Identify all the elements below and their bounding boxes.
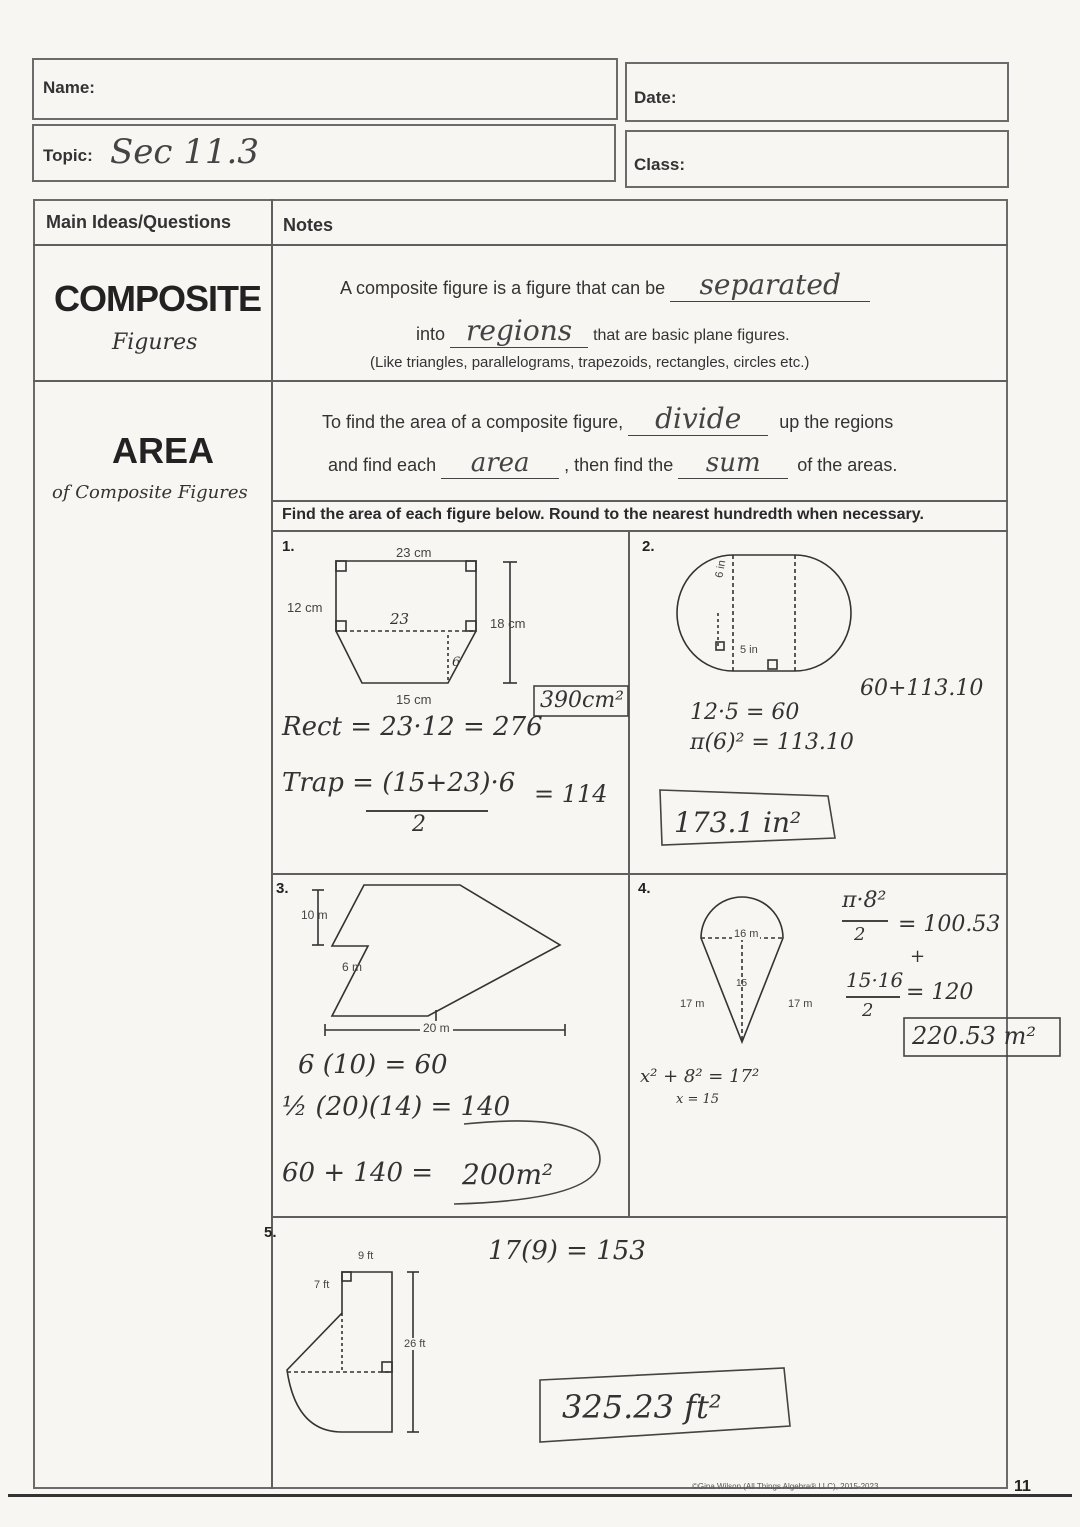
class-label: Class:	[634, 155, 686, 174]
p4-work-base: 15·16	[846, 968, 904, 992]
problem-2-number: 2.	[642, 538, 655, 555]
p1-answer: 390cm²	[540, 688, 624, 713]
footer-rule	[8, 1494, 1072, 1497]
p1-mark-6: 6	[452, 655, 461, 670]
p4-work-pi: π·8²	[842, 888, 887, 913]
p4-dim-16m: 16 m	[734, 928, 759, 940]
area-text-5: of the areas.	[797, 455, 898, 475]
composite-examples: (Like triangles, parallelograms, trapezoids, rectangles, circles etc.)	[370, 354, 810, 371]
area-text-4: , then find the	[564, 455, 674, 475]
p4-work-x: x = 15	[676, 1092, 720, 1107]
copyright: ©Gina Wilson (All Things Algebra® LLC), 2015-2023	[692, 1482, 879, 1491]
figure-4	[701, 897, 783, 1042]
p2-work-2: π(6)² = 113.10	[690, 730, 854, 755]
p3-dim-10m: 10 m	[301, 908, 328, 922]
p5-dim-7ft: 7 ft	[314, 1279, 330, 1291]
composite-sentence-a: A composite figure is a figure that can be	[340, 278, 666, 298]
p1-work-trap-bar	[366, 810, 488, 812]
blank-regions: regions	[450, 314, 588, 348]
p4-work-eq-1: = 100.53	[898, 912, 1001, 937]
p2-answer: 173.1 in²	[674, 806, 802, 839]
blank-divide: divide	[628, 402, 768, 436]
p1-work-trap-denominator: 2	[412, 812, 426, 837]
p1-dim-top: 23 cm	[396, 545, 432, 560]
column-header-right: Notes	[283, 215, 334, 235]
name-label: Name:	[43, 78, 95, 97]
p3-work-2: ½ (20)(14) = 140	[282, 1092, 511, 1122]
p4-work-plus: +	[910, 946, 926, 967]
p1-work-trap: Trap = (15+23)·6	[282, 768, 516, 798]
figure-5	[287, 1272, 419, 1432]
p4-work-den-1: 2	[854, 924, 866, 945]
problem-1-number: 1.	[282, 538, 295, 555]
p4-work-pyth: x² + 8² = 17²	[640, 1066, 760, 1087]
blank-sum: sum	[678, 448, 788, 479]
column-header-left: Main Ideas/Questions	[46, 212, 232, 232]
area-subheading: of Composite Figures	[52, 482, 248, 503]
date-label: Date:	[634, 88, 677, 107]
composite-subheading: Figures	[112, 330, 198, 355]
p5-work: 17(9) = 153	[488, 1236, 646, 1266]
p2-dim-6in: 6 in	[713, 559, 729, 579]
p5-dim-9ft: 9 ft	[358, 1250, 374, 1262]
p5-dim-26ft: 26 ft	[404, 1338, 426, 1350]
p1-mark-23: 23	[390, 610, 410, 628]
p3-work-1: 6 (10) = 60	[298, 1050, 448, 1080]
area-heading: AREA	[112, 430, 215, 471]
area-text-2: up the regions	[779, 412, 894, 432]
p1-work-trap-result: = 114	[534, 780, 608, 808]
p3-dim-20m: 20 m	[420, 1021, 453, 1035]
p2-dim-5in: 5 in	[740, 644, 758, 656]
composite-heading: COMPOSITE	[54, 278, 262, 319]
p1-dim-right: 18 cm	[490, 616, 526, 631]
area-text-1: To find the area of a composite figure,	[322, 412, 624, 432]
p4-work-bar-1	[842, 920, 888, 922]
figure-3-shape	[332, 885, 560, 1016]
p4-dim-15: 15	[736, 978, 748, 989]
topic-label: Topic:	[43, 146, 93, 165]
p1-dim-bottom: 15 cm	[396, 692, 432, 707]
area-text-3: and find each	[328, 455, 437, 475]
blank-area: area	[441, 448, 559, 479]
figure-5-shape	[287, 1272, 392, 1432]
composite-into: into	[416, 324, 446, 344]
p4-answer: 220.53 m²	[912, 1022, 1036, 1050]
instructions: Find the area of each figure below. Round to the nearest hundredth when necessary.	[282, 506, 924, 523]
figure-2-shape	[677, 555, 851, 671]
page-number: 11	[1014, 1478, 1031, 1495]
p4-work-den-2: 2	[862, 1000, 874, 1021]
problem-5-number: 5.	[264, 1224, 277, 1241]
problem-3-number: 3.	[276, 880, 289, 897]
p2-work-1: 12·5 = 60	[690, 700, 800, 725]
figure-2	[677, 555, 851, 671]
p3-work-3: 60 + 140 =	[282, 1158, 434, 1188]
p4-dim-17m-right: 17 m	[788, 998, 813, 1010]
p2-work-3: 60+113.10	[860, 676, 984, 701]
p4-work-bar-2	[846, 996, 900, 998]
p1-dim-left: 12 cm	[287, 600, 323, 615]
p3-answer: 200m²	[462, 1158, 554, 1191]
p4-work-eq-2: = 120	[906, 980, 974, 1005]
p4-dim-17m-left: 17 m	[680, 998, 705, 1010]
composite-sentence-b: that are basic plane figures.	[593, 327, 790, 344]
p3-dim-6m: 6 m	[342, 960, 363, 974]
p1-work-rect: Rect = 23·12 = 276	[282, 712, 543, 742]
blank-separated: separated	[670, 268, 870, 302]
p5-answer: 325.23 ft²	[562, 1388, 722, 1426]
topic-value: Sec 11.3	[110, 132, 259, 172]
problem-4-number: 4.	[638, 880, 651, 897]
